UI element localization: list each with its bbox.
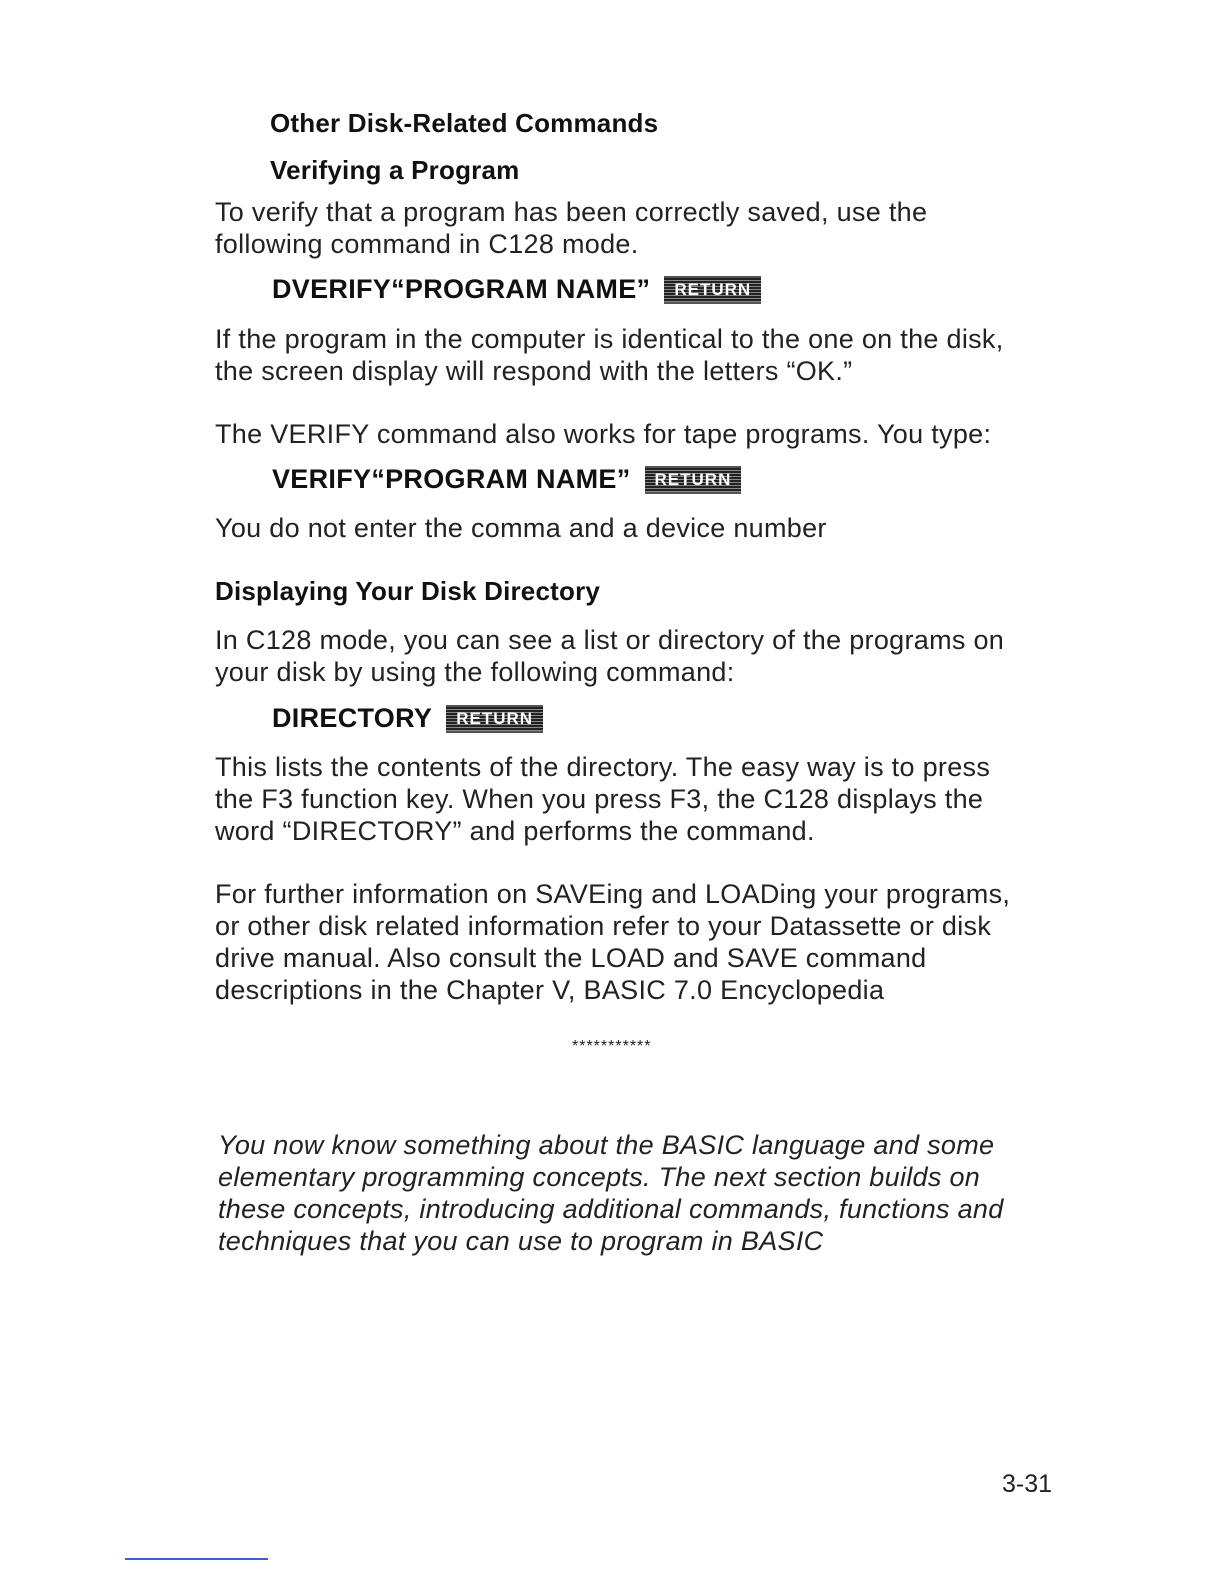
verify-result-paragraph — [215, 323, 1004, 387]
paragraph-line: techniques that you can use to program in BASIC — [218, 1226, 824, 1256]
verify-intro-paragraph — [215, 196, 927, 260]
paragraph-line: the screen display will respond with the letters “OK.” — [215, 356, 853, 386]
verify-tape-paragraph — [215, 418, 991, 450]
directory-command — [272, 703, 543, 734]
command-text: DVERIFY“PROGRAM NAME” — [272, 274, 651, 304]
footer-rule — [125, 1558, 268, 1560]
return-key-icon: RETURN — [446, 705, 543, 733]
paragraph-line: If the program in the computer is identical to the one on the disk, — [215, 324, 1004, 354]
page-number: 3-31 — [1002, 1470, 1053, 1498]
section-separator: *********** — [572, 1038, 652, 1055]
paragraph-line: drive manual. Also consult the LOAD and SAVE command — [215, 943, 927, 973]
paragraph-line: For further information on SAVEing and LOADing your programs, — [215, 879, 1011, 909]
paragraph-line: or other disk related information refer to your Datassette or disk — [215, 911, 992, 941]
paragraph-line: the F3 function key. When you press F3, the C128 displays the — [215, 784, 984, 814]
paragraph-line: descriptions in the Chapter V, BASIC 7.0 Encyclopedia — [215, 975, 885, 1005]
paragraph-line: following command in C128 mode. — [215, 229, 639, 259]
paragraph-line: The VERIFY command also works for tape programs. You type: — [215, 419, 992, 449]
paragraph-line: You do not enter the comma and a device number — [215, 513, 827, 543]
paragraph-line: You now know something about the BASIC language and some — [218, 1130, 995, 1160]
paragraph-line: In C128 mode, you can see a list or directory of the programs on — [215, 625, 1005, 655]
verify-heading: Verifying a Program — [270, 155, 520, 185]
paragraph-line: elementary programming concepts. The next section builds on — [218, 1162, 981, 1192]
paragraph-line: To verify that a program has been correctly saved, use the — [215, 197, 928, 227]
closing-paragraph — [218, 1129, 1004, 1257]
command-text: DIRECTORY — [272, 703, 433, 733]
paragraph-line: This lists the contents of the directory. The easy way is to press — [215, 752, 991, 782]
paragraph-line: word “DIRECTORY” and performs the command. — [215, 816, 815, 846]
further-info-paragraph — [215, 878, 1010, 1006]
dverify-command — [272, 274, 761, 305]
directory-intro-paragraph — [215, 624, 1004, 688]
paragraph-line: your disk by using the following command: — [215, 657, 735, 687]
section-heading: Other Disk-Related Commands — [270, 108, 659, 138]
paragraph-line: these concepts, introducing additional commands, functions and — [218, 1194, 1004, 1224]
return-key-icon: RETURN — [664, 276, 761, 304]
directory-explain-paragraph — [215, 751, 990, 847]
return-key-icon: RETURN — [645, 466, 742, 494]
verify-note-paragraph — [215, 512, 827, 544]
directory-heading: Displaying Your Disk Directory — [215, 576, 601, 606]
command-text: VERIFY“PROGRAM NAME” — [272, 464, 631, 494]
verify-command — [272, 464, 741, 495]
